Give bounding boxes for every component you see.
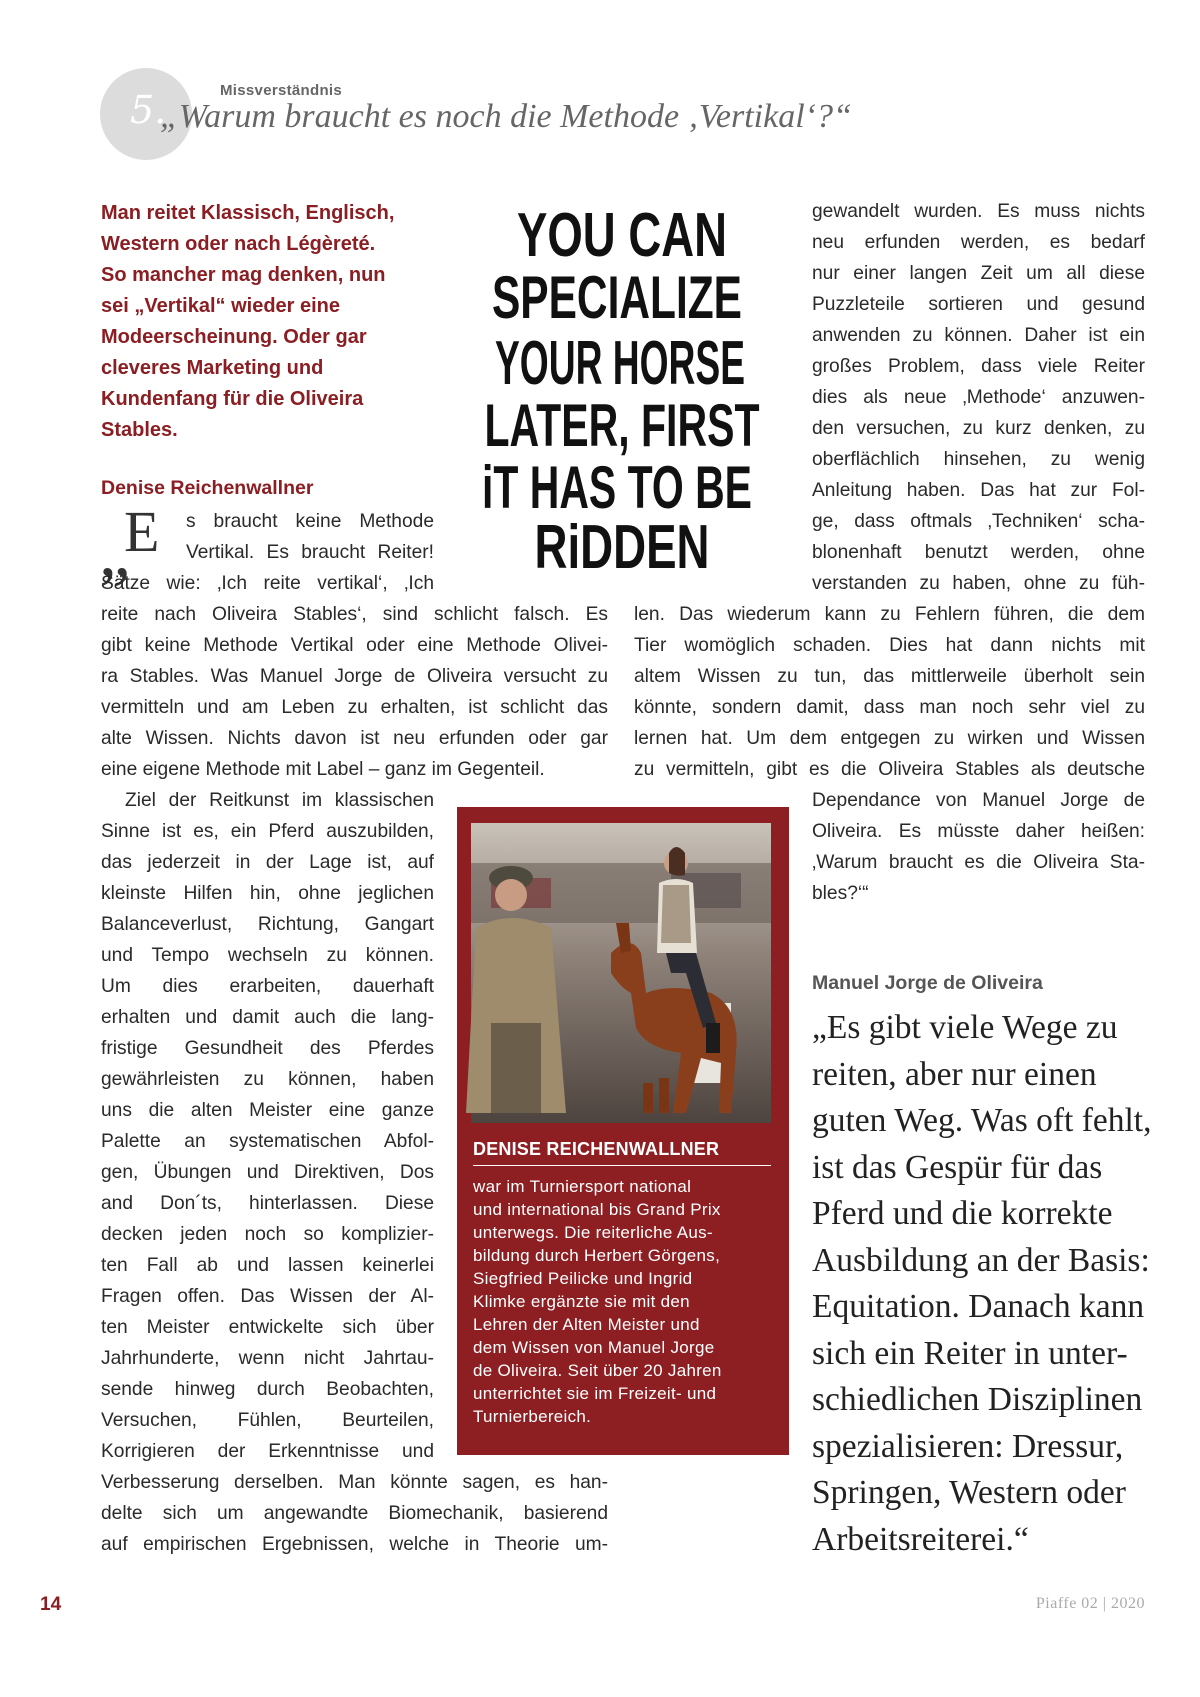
text-line: verstanden zu haben, ohne zu füh- [812,573,1145,594]
poster-line: SPECIALIZE [492,264,742,331]
text-line: gibt keine Methode Vertikal oder eine Methode Olivei- [101,635,608,656]
text-line: eine eigene Methode mit Label – ganz im Gegenteil. [101,759,545,780]
text-line: Verbesserung derselben. Man könnte sagen, es han- [101,1472,608,1493]
text-line: alte Wissen. Nichts davon ist neu erfunden oder gar [101,728,608,749]
text-line: and Don´ts, hinterlassen. Diese [101,1193,434,1214]
quote-line: „Es gibt viele Wege zu [812,1009,1118,1046]
text-line: großes Problem, dass viele Reiter [812,356,1145,377]
text-line: den versuchen, zu kurz denken, zu [812,418,1145,439]
lead-line: Kundenfang für die Oliveira [101,388,364,410]
quote-line: Arbeitsreiterei.“ [812,1520,1029,1558]
text-line: s braucht keine Methode [186,511,434,532]
text-line: gewandelt wurden. Es muss nichts [812,201,1145,222]
column-1-wide [101,599,608,785]
text-line: Palette an systematischen Abfol- [101,1131,434,1152]
lead-line: cleveres Marketing und [101,357,324,379]
poster-line: YOU CAN [517,201,727,270]
text-line: sende hinweg durch Beobachten, [101,1379,434,1400]
text-line: Balanceverlust, Richtung, Gangart [101,914,434,935]
quote-line: guten Weg. Was oft fehlt, [812,1102,1152,1139]
quote-line: ist das Gespür für das [812,1148,1103,1186]
text-line: Sätze wie: ‚Ich reite vertikal‘, ‚Ich [101,573,434,594]
dropcap-text [186,506,434,568]
author-bio-box [457,807,789,1455]
text-line: neu erfunden werden, es bedarf [812,232,1145,253]
text-line: Oliveira. Es müsste daher heißen: [812,821,1145,842]
text-line: Anleitung haben. Das hat zur Fol- [812,480,1145,501]
quote-line: spezialisieren: Dressur, [812,1427,1124,1465]
bio-line: war im Turniersport national [473,1177,692,1196]
text-line: Puzzleteile sortieren und gesund [812,294,1145,315]
bio-line: unterrichtet sie im Freizeit- und [473,1384,717,1403]
bio-divider [473,1165,771,1166]
pull-quote [812,1005,1182,1563]
text-line: Korrigieren der Erkenntnisse und [101,1441,434,1462]
author-name: Denise Reichenwallner [101,477,314,499]
lead-line: Stables. [101,419,178,441]
lead-line: So mancher mag denken, nun [101,264,386,286]
hand-lettering-poster [472,196,772,582]
bio-line: Klimke ergänzte sie mit den [473,1292,690,1311]
magazine-issue: Piaffe 02 | 2020 [1035,1595,1145,1612]
text-line: Fragen offen. Das Wissen der Al- [101,1286,434,1307]
section-kicker: Missverständnis [220,82,343,99]
column-1-bottom [101,1467,608,1560]
bio-line: Siegfried Peilicke und Ingrid [473,1269,693,1288]
bio-text [473,1175,773,1428]
poster-line: iT HAS TO BE [482,454,752,521]
text-line: blonenhaft benutzt werden, ohne [812,542,1145,563]
text-line: das jederzeit in der Lage ist, auf [101,852,434,873]
photo-illustration [471,823,771,1123]
bio-title: DENISE REICHENWALLNER [473,1139,720,1159]
text-line: Versuchen, Fühlen, Beurteilen, [101,1410,434,1431]
bio-line: dem Wissen von Manuel Jorge [473,1338,715,1357]
bio-line: bildung durch Herbert Görgens, [473,1246,721,1265]
quote-line: Springen, Western oder [812,1474,1126,1511]
bio-line: Turnierbereich. [473,1407,592,1426]
text-line: ten Fall ab und lassen keinerlei [101,1255,434,1276]
text-line: gen, Übungen und Direktiven, Dos [101,1162,434,1183]
section-number: 5. [130,88,167,132]
text-line: anwenden zu können. Daher ist ein [812,325,1145,346]
poster-line: YOUR HORSE [495,329,745,398]
text-line: ten Meister entwickelte sich über [101,1317,434,1338]
text-line: gewährleisten zu können, haben [101,1069,434,1090]
quote-author: Manuel Jorge de Oliveira [812,972,1043,994]
text-line: uns die alten Meister eine ganze [101,1100,434,1121]
text-line: auf empirischen Ergebnissen, welche in Theorie um- [101,1534,608,1555]
text-line: decken jeden noch so komplizier- [101,1224,434,1245]
quote-line: Pferd und die korrekte [812,1195,1113,1232]
column-3-top [812,196,1145,599]
text-line: delte sich um angewandte Biomechanik, basierend [101,1503,608,1524]
poster-line: LATER, FIRST [484,392,760,459]
bio-line: unterwegs. Die reiterliche Aus- [473,1223,713,1242]
lead-line: Western oder nach Légèreté. [101,233,376,255]
bio-line: de Oliveira. Seit über 20 Jahren [473,1361,722,1380]
text-line: dies als neue ‚Methode‘ anzuwen- [812,387,1145,408]
text-line: lernen hat. Um dem entgegen zu wirken und Wissen [634,728,1145,749]
text-line: bles?‘“ [812,883,869,904]
author-photo [471,823,771,1123]
page-number: 14 [40,1594,62,1615]
lead-paragraph [101,198,441,446]
drop-quote-mark: „ [99,514,131,591]
poster-line: RiDDEN [534,513,710,582]
quote-line: sich ein Reiter in unter- [812,1334,1128,1372]
column-1-narrow-a [101,568,434,599]
text-line: ‚Warum braucht es die Oliveira Sta- [812,852,1145,873]
bio-line: und international bis Grand Prix [473,1200,721,1219]
lead-line: Man reitet Klassisch, Englisch, [101,202,395,224]
text-line: Tier womöglich schaden. Dies hat dann nichts mit [634,635,1145,656]
text-line: vermitteln und am Leben zu erhalten, ist schlicht das [101,697,608,718]
lead-line: Modeerscheinung. Oder gar [101,326,367,348]
text-line: Dependance von Manuel Jorge de [812,790,1145,811]
drop-cap: E [124,499,160,564]
quote-line: Ausbildung an der Basis: [812,1241,1150,1279]
text-line: ge, dass oftmals ‚Techniken‘ scha- [812,511,1145,532]
page-title: „Warum braucht es noch die Methode ‚Vertikal‘?“ [160,98,852,135]
text-line: len. Das wiederum kann zu Fehlern führen, die dem [634,604,1145,625]
text-line: altem Wissen zu tun, das mittlerweile überholt sein [634,666,1145,687]
text-line: Jahrhunderte, wenn nicht Jahrtau- [101,1348,434,1369]
text-line: nur einer langen Zeit um all diese [812,263,1145,284]
bio-line: Lehren der Alten Meister und [473,1315,700,1334]
text-line: erhalten und damit auch die lang- [101,1007,434,1028]
quote-line: Equitation. Danach kann [812,1288,1145,1325]
quote-line: reiten, aber nur einen [812,1055,1097,1093]
text-line: Sinne ist es, ein Pferd auszubilden, [101,821,434,842]
column-2-wide [634,599,1145,785]
column-1-narrow-b [101,785,434,1467]
text-line: könnte, sondern damit, dass man noch sehr viel zu [634,697,1145,718]
text-line: Um dies erarbeiten, dauerhaft [101,976,434,997]
lead-line: sei „Vertikal“ wieder eine [101,295,341,317]
text-line: und Tempo wechseln zu können. [101,945,434,966]
text-line: fristige Gesundheit des Pferdes [101,1038,434,1059]
text-line: zu vermitteln, gibt es die Oliveira Stables als deutsche [634,759,1145,780]
text-line: ra Stables. Was Manuel Jorge de Oliveira versucht zu [101,666,608,687]
quote-line: schiedlichen Disziplinen [812,1381,1143,1418]
text-line: reite nach Oliveira Stables‘, sind schlicht falsch. Es [101,604,608,625]
text-line: kleinste Hilfen hin, ohne jeglichen [101,883,434,904]
text-line: Ziel der Reitkunst im klassischen [125,790,434,811]
column-3-bottom [812,785,1145,909]
text-line: Vertikal. Es braucht Reiter! [186,542,434,563]
text-line: oberflächlich hinsehen, zu wenig [812,449,1145,470]
